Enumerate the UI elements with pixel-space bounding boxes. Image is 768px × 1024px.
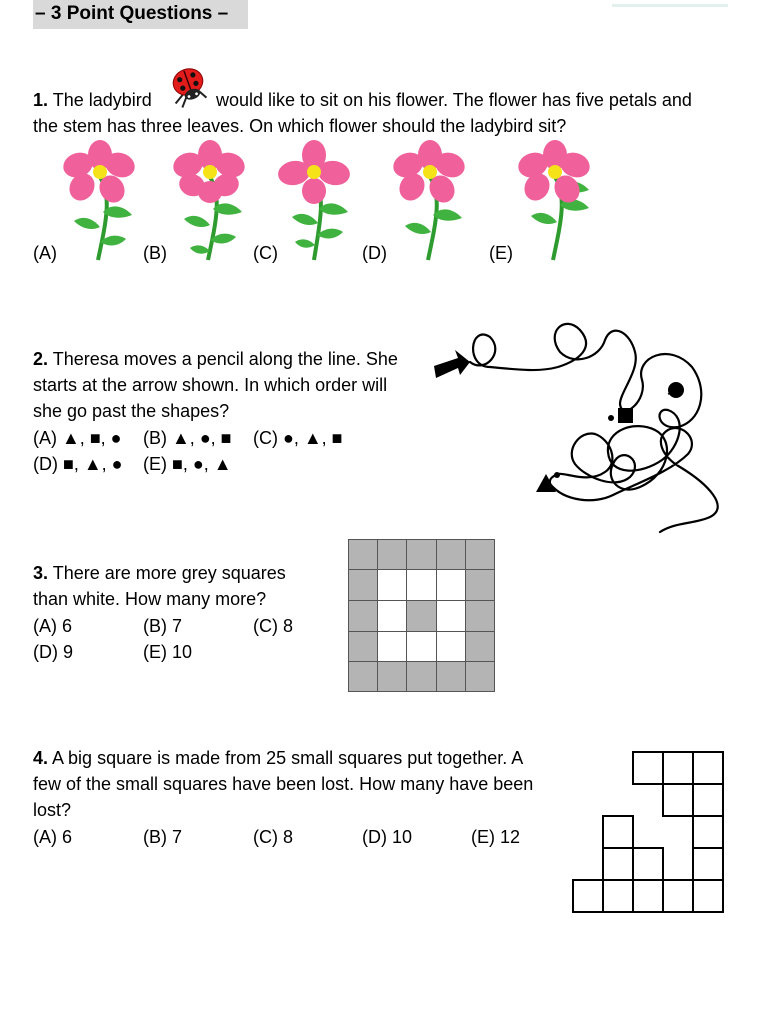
q4-line3: lost? bbox=[33, 800, 72, 820]
q4-number: 4. bbox=[33, 748, 49, 768]
q2-option-e[interactable]: (E) ■, ●, ▲ bbox=[143, 454, 232, 474]
q4-option-d[interactable]: (D) 10 bbox=[362, 827, 413, 847]
q3-option-d[interactable]: (D) 9 bbox=[33, 642, 73, 662]
q1-line2: the stem has three leaves. On which flower should the ladybird sit? bbox=[33, 116, 567, 136]
q1-option-a[interactable]: (A) bbox=[33, 243, 57, 263]
q2-text: Theresa moves a pencil along the line. She bbox=[52, 349, 398, 369]
q3-text: There are more grey squares bbox=[52, 563, 286, 583]
q2-line3: she go past the shapes? bbox=[33, 401, 230, 421]
q3-line1 bbox=[33, 560, 286, 586]
q1-option-e[interactable]: (E) bbox=[489, 243, 513, 263]
q3-number: 3. bbox=[33, 563, 49, 583]
flower-a-image bbox=[60, 137, 140, 262]
q2-option-d[interactable]: (D) ■, ▲, ● bbox=[33, 454, 123, 474]
q4-option-e[interactable]: (E) 12 bbox=[471, 827, 521, 847]
q1-option-d[interactable]: (D) bbox=[362, 243, 387, 263]
q2-number: 2. bbox=[33, 349, 49, 369]
flower-d-image bbox=[390, 137, 470, 262]
q4-line2: few of the small squares have been lost. How many have been bbox=[33, 774, 534, 794]
q1-option-c[interactable]: (C) bbox=[253, 243, 278, 263]
q3-option-c[interactable]: (C) 8 bbox=[253, 616, 293, 636]
q3-option-b[interactable]: (B) 7 bbox=[143, 616, 183, 636]
q4-text: A big square is made from 25 small squares put together. A bbox=[52, 748, 524, 768]
flower-e-image bbox=[515, 137, 595, 262]
grey-white-grid bbox=[348, 539, 496, 693]
start-arrow-icon bbox=[434, 350, 470, 378]
ladybird-icon bbox=[164, 58, 212, 106]
circle-shape-icon bbox=[668, 382, 684, 398]
q4-option-b[interactable]: (B) 7 bbox=[143, 827, 183, 847]
q1-line1 bbox=[33, 87, 152, 113]
q2-line2: starts at the arrow shown. In which order will bbox=[33, 375, 388, 395]
q2-line1 bbox=[33, 346, 398, 372]
q4-option-a[interactable]: (A) 6 bbox=[33, 827, 73, 847]
broken-square-diagram bbox=[570, 751, 726, 915]
square-shape-icon bbox=[618, 408, 633, 423]
q4-line1 bbox=[33, 745, 523, 771]
pencil-path-diagram bbox=[430, 312, 730, 537]
q2-option-a[interactable]: (A) ▲, ■, ● bbox=[33, 428, 122, 448]
q1-text-before: The ladybird bbox=[52, 90, 152, 110]
flower-b-image bbox=[170, 137, 250, 262]
flower-c-image bbox=[278, 137, 358, 262]
q4-option-c[interactable]: (C) 8 bbox=[253, 827, 293, 847]
q3-option-a[interactable]: (A) 6 bbox=[33, 616, 73, 636]
q1-number: 1. bbox=[33, 90, 49, 110]
q2-option-c[interactable]: (C) ●, ▲, ■ bbox=[253, 428, 343, 448]
q3-option-e[interactable]: (E) 10 bbox=[143, 642, 193, 662]
q2-option-b[interactable]: (B) ▲, ●, ■ bbox=[143, 428, 232, 448]
section-header: – 3 Point Questions – bbox=[33, 0, 248, 29]
q3-line2: than white. How many more? bbox=[33, 589, 267, 609]
q1-text-after: would like to sit on his flower. The flower has five petals and bbox=[216, 90, 692, 110]
q1-option-b[interactable]: (B) bbox=[143, 243, 167, 263]
top-decorative-bar bbox=[612, 4, 728, 7]
